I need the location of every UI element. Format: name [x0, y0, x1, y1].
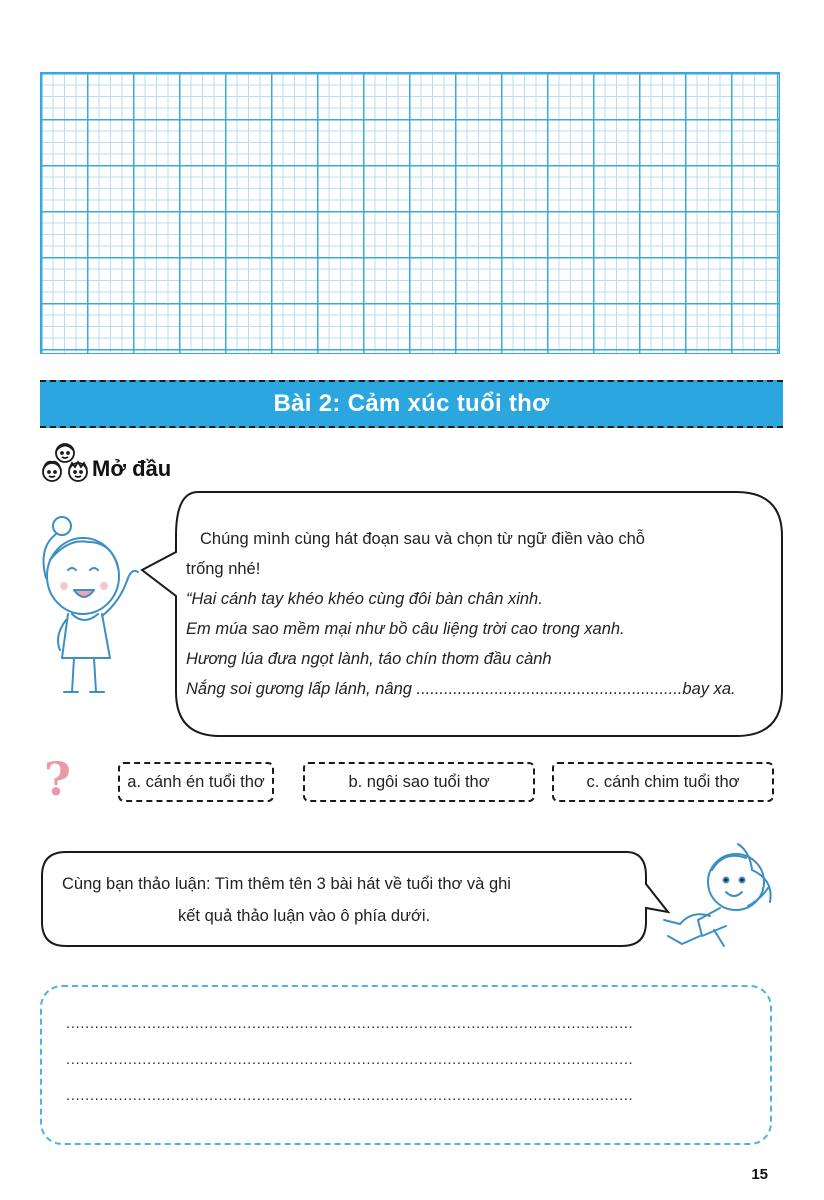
lesson-title: Bài 2: Cảm xúc tuổi thơ	[273, 390, 550, 417]
boy-character-illustration	[628, 840, 778, 950]
discussion-line-1: Cùng bạn thảo luận: Tìm thêm tên 3 bài hát về tuổi thơ và ghi	[62, 875, 511, 893]
option-a-label: a. cánh én tuổi thơ	[127, 772, 265, 791]
lyric-line-3: Hương lúa đưa ngọt lành, táo chín thơm đầu cành	[186, 650, 552, 668]
instruction-line-2: trống nhé!	[186, 560, 261, 578]
three-kids-faces-icon	[40, 440, 90, 486]
option-b[interactable]	[303, 762, 535, 802]
option-c[interactable]	[552, 762, 774, 802]
lesson-banner	[40, 380, 783, 428]
writing-grid[interactable]	[40, 72, 780, 354]
lyric-line-2: Em múa sao mềm mại như bồ câu liệng trời cao trong xanh.	[186, 620, 625, 638]
discussion-line-2: kết quả thảo luận vào ô phía dưới.	[178, 907, 431, 925]
answer-line-2[interactable]: .......................................................................................................................	[66, 1051, 634, 1068]
section-heading	[40, 440, 171, 486]
lyric-line-1: “Hai cánh tay khéo khéo cùng đôi bàn chân xinh.	[186, 590, 543, 608]
option-b-label: b. ngôi sao tuổi thơ	[348, 772, 490, 791]
lyric-line-4: Nắng soi gương lấp lánh, nâng ..........................................................bay xa.	[186, 680, 736, 698]
answer-line-3[interactable]: .......................................................................................................................	[66, 1087, 634, 1104]
page-number: 15	[751, 1166, 768, 1183]
option-c-label: c. cánh chim tuổi thơ	[586, 772, 740, 791]
answer-line-1[interactable]: .......................................................................................................................	[66, 1015, 634, 1032]
section-label: Mở đầu	[92, 456, 172, 481]
discussion-bubble-content	[62, 868, 622, 932]
question-mark-icon: ?	[44, 752, 71, 806]
intro-bubble-content	[186, 524, 756, 704]
instruction-line-1: Chúng mình cùng hát đoạn sau và chọn từ ngữ điền vào chỗ	[200, 530, 645, 548]
option-a[interactable]	[118, 762, 274, 802]
